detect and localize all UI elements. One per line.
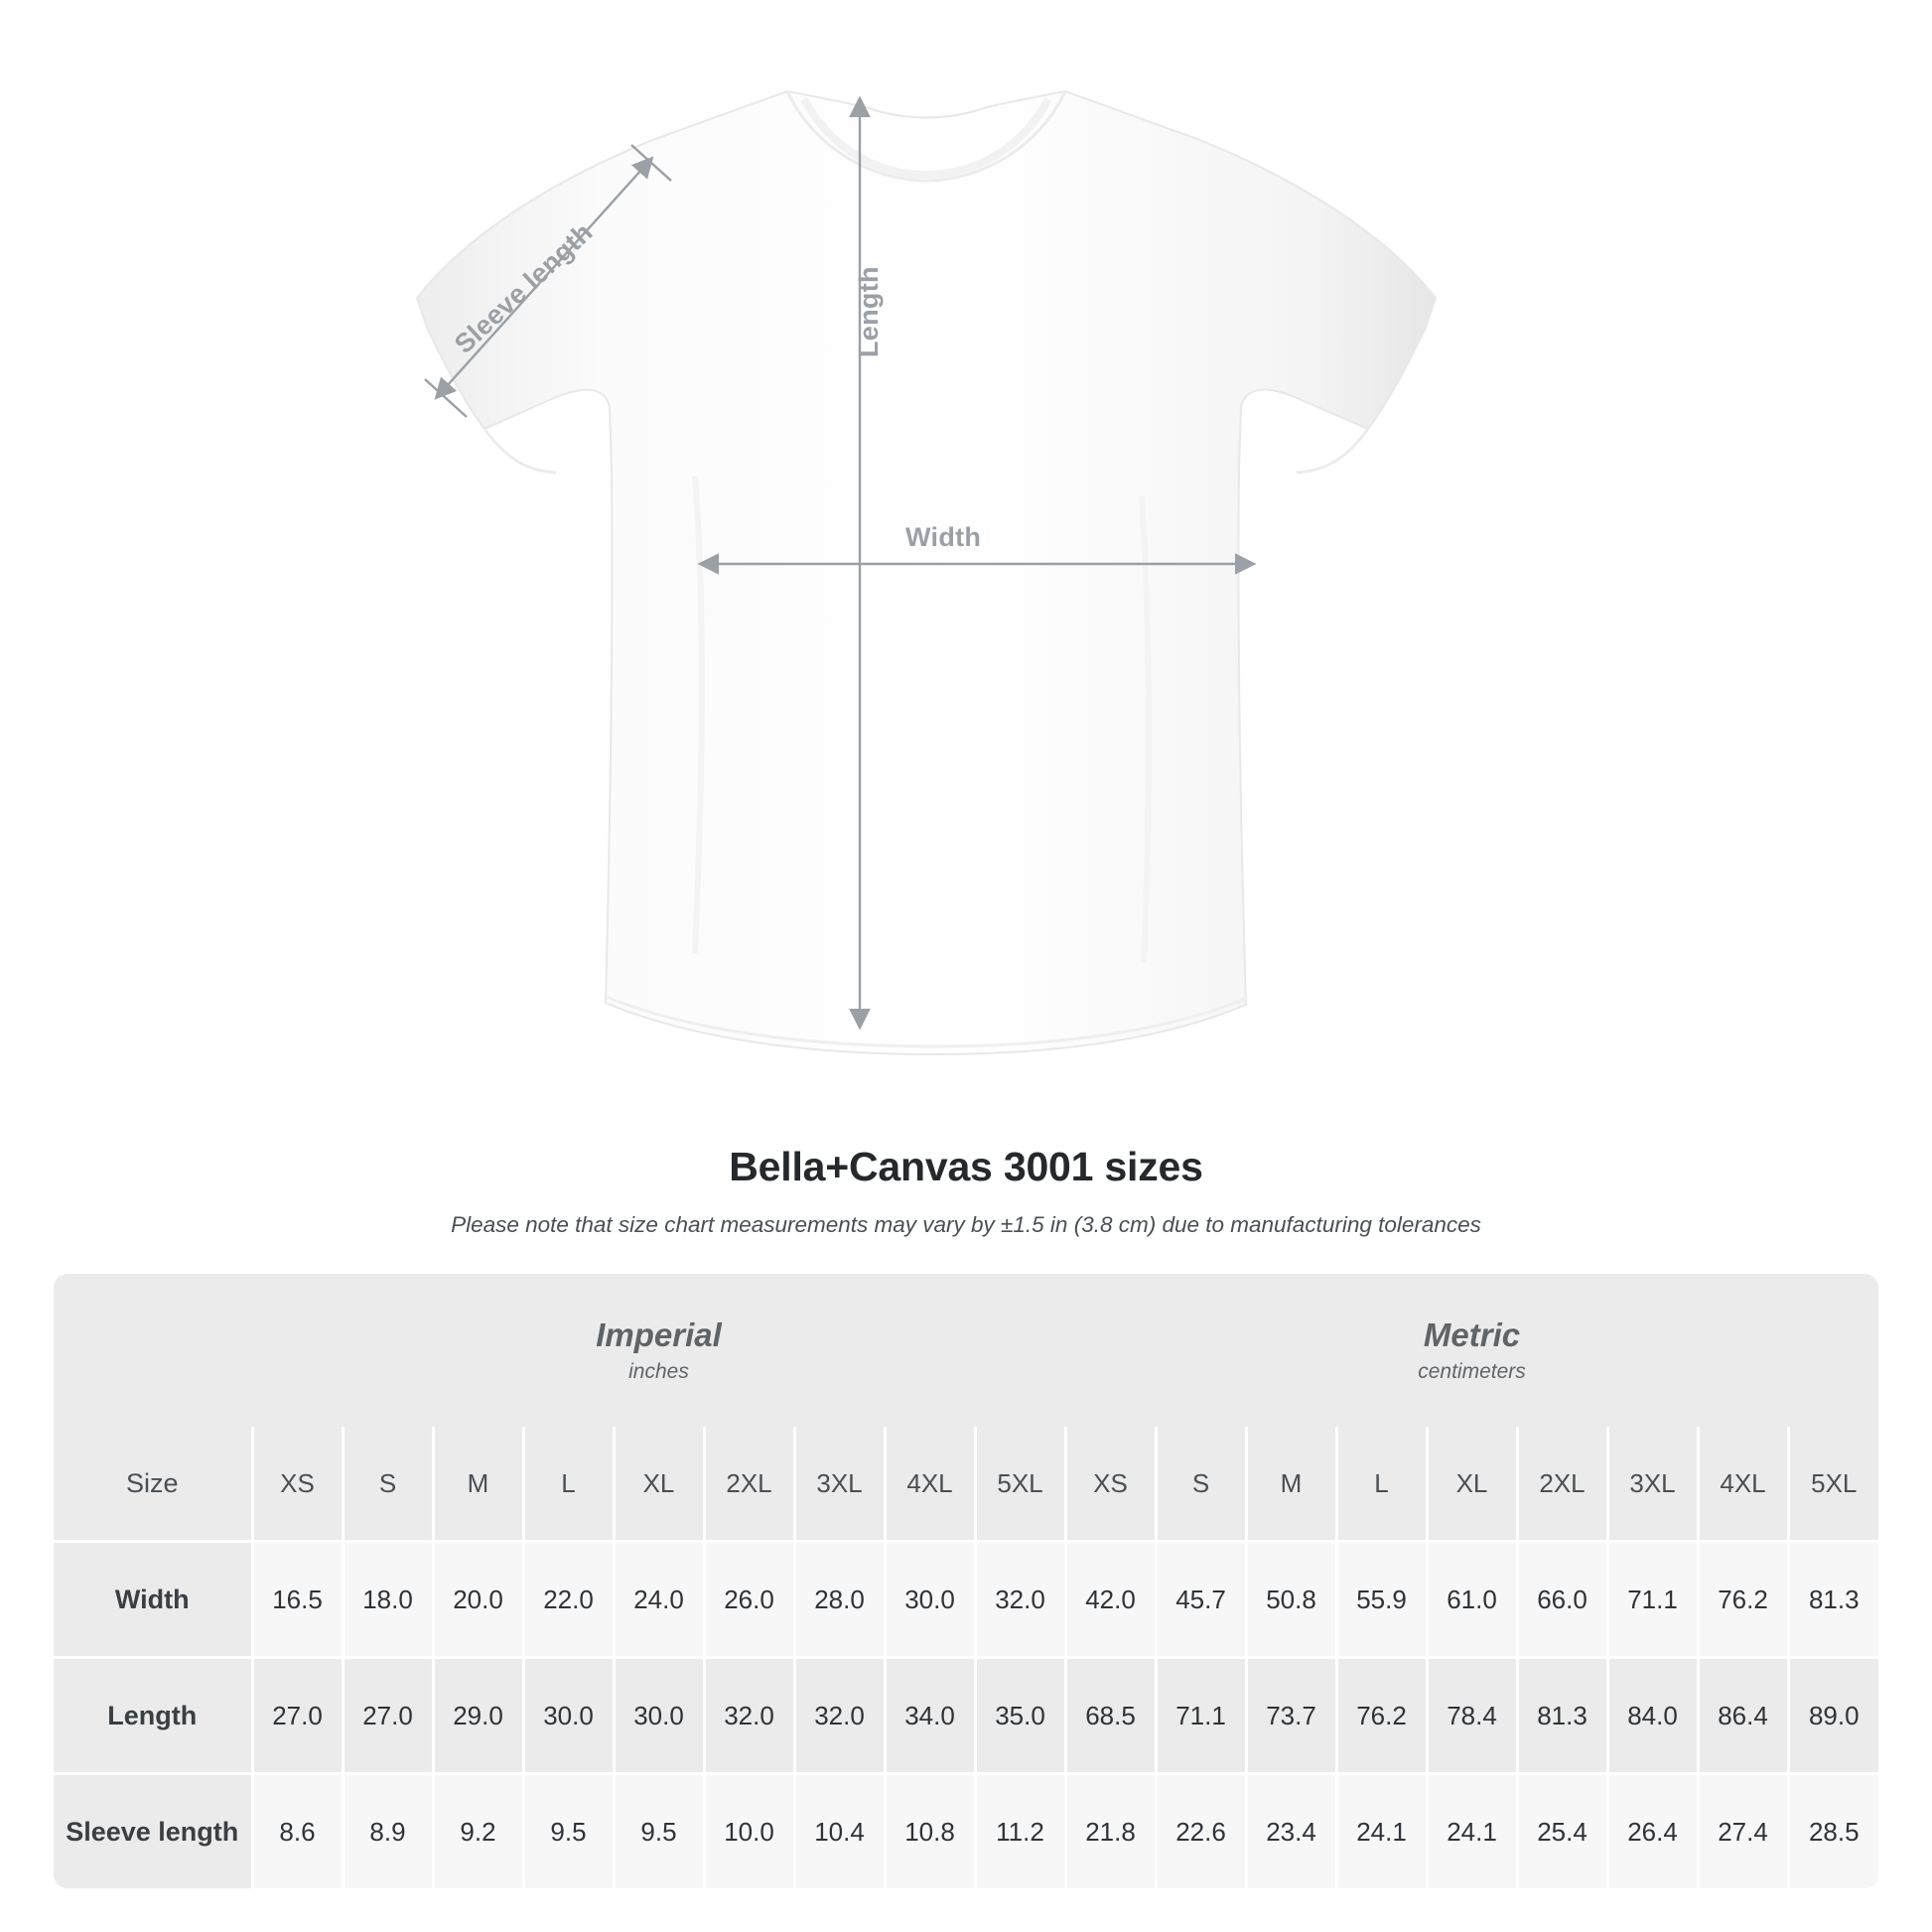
column-header-size-17: 5XL [1788,1427,1878,1542]
cell-sleeve-1: 8.9 [343,1774,433,1889]
cell-sleeve-15: 26.4 [1607,1774,1698,1889]
column-header-size-1: S [343,1427,433,1542]
column-header-size-14: 2XL [1517,1427,1607,1542]
cell-length-4: 30.0 [614,1658,704,1774]
table-header-row [54,1427,1878,1542]
cell-sleeve-12: 24.1 [1336,1774,1427,1889]
cell-width-11: 50.8 [1246,1542,1336,1658]
unit-metric-sub: centimeters [1418,1359,1526,1383]
cell-length-5: 32.0 [704,1658,794,1774]
size-table-container [54,1274,1878,1888]
cell-length-10: 71.1 [1156,1658,1246,1774]
table-row [54,1774,1878,1889]
cell-length-15: 84.0 [1607,1658,1698,1774]
tolerance-note: Please note that size chart measurements may vary by ±1.5 in (3.8 cm) due to manufacturing tolerances [451,1212,1481,1237]
cell-sleeve-16: 27.4 [1698,1774,1788,1889]
cell-width-17: 81.3 [1788,1542,1878,1658]
cell-width-2: 20.0 [433,1542,523,1658]
cell-width-3: 22.0 [523,1542,614,1658]
unit-metric-name: Metric [1423,1316,1521,1354]
unit-banner-row [54,1274,1878,1427]
cell-length-12: 76.2 [1336,1658,1427,1774]
cell-width-13: 61.0 [1427,1542,1517,1658]
cell-width-14: 66.0 [1517,1542,1607,1658]
cell-length-7: 34.0 [885,1658,975,1774]
column-header-size-6: 3XL [794,1427,885,1542]
cell-width-6: 28.0 [794,1542,885,1658]
cell-sleeve-17: 28.5 [1788,1774,1878,1889]
column-header-size-5: 2XL [704,1427,794,1542]
cell-length-13: 78.4 [1427,1658,1517,1774]
column-header-size-2: M [433,1427,523,1542]
cell-length-2: 29.0 [433,1658,523,1774]
unit-imperial-cell [252,1274,1065,1427]
column-header-size-9: XS [1065,1427,1156,1542]
cell-length-11: 73.7 [1246,1658,1336,1774]
table-row [54,1542,1878,1658]
cell-length-14: 81.3 [1517,1658,1607,1774]
column-header-size-8: 5XL [975,1427,1065,1542]
cell-width-8: 32.0 [975,1542,1065,1658]
sleeve-dimension-label: Sleeve length [449,216,599,359]
cell-length-17: 89.0 [1788,1658,1878,1774]
width-dimension-label: Width [905,522,982,552]
column-header-size-3: L [523,1427,614,1542]
cell-width-15: 71.1 [1607,1542,1698,1658]
cell-width-10: 45.7 [1156,1542,1246,1658]
cell-length-6: 32.0 [794,1658,885,1774]
cell-length-16: 86.4 [1698,1658,1788,1774]
cell-length-3: 30.0 [523,1658,614,1774]
table-row [54,1658,1878,1774]
cell-sleeve-14: 25.4 [1517,1774,1607,1889]
unit-metric-cell [1065,1274,1878,1427]
unit-imperial-name: Imperial [596,1316,722,1354]
page-title: Bella+Canvas 3001 sizes [729,1144,1203,1189]
row-label-sleeve-length: Sleeve length [54,1774,252,1889]
cell-sleeve-5: 10.0 [704,1774,794,1889]
size-table [54,1274,1878,1888]
cell-sleeve-4: 9.5 [614,1774,704,1889]
column-header-size-0: XS [252,1427,343,1542]
cell-sleeve-3: 9.5 [523,1774,614,1889]
cell-width-0: 16.5 [252,1542,343,1658]
cell-length-8: 35.0 [975,1658,1065,1774]
cell-sleeve-10: 22.6 [1156,1774,1246,1889]
column-header-size-11: M [1246,1427,1336,1542]
cell-length-0: 27.0 [252,1658,343,1774]
cell-sleeve-8: 11.2 [975,1774,1065,1889]
cell-sleeve-6: 10.4 [794,1774,885,1889]
column-header-size-4: XL [614,1427,704,1542]
cell-width-9: 42.0 [1065,1542,1156,1658]
length-dimension-label: Length [854,266,884,357]
cell-sleeve-11: 23.4 [1246,1774,1336,1889]
cell-length-9: 68.5 [1065,1658,1156,1774]
cell-width-7: 30.0 [885,1542,975,1658]
column-header-size-12: L [1336,1427,1427,1542]
cell-width-1: 18.0 [343,1542,433,1658]
column-header-size-7: 4XL [885,1427,975,1542]
cell-sleeve-2: 9.2 [433,1774,523,1889]
unit-spacer-cell [54,1274,252,1427]
column-header-size-16: 4XL [1698,1427,1788,1542]
unit-imperial-sub: inches [628,1359,689,1383]
column-header-size: Size [54,1427,252,1542]
cell-sleeve-13: 24.1 [1427,1774,1517,1889]
cell-sleeve-7: 10.8 [885,1774,975,1889]
cell-sleeve-0: 8.6 [252,1774,343,1889]
column-header-size-13: XL [1427,1427,1517,1542]
column-header-size-15: 3XL [1607,1427,1698,1542]
cell-width-5: 26.0 [704,1542,794,1658]
cell-width-16: 76.2 [1698,1542,1788,1658]
cell-length-1: 27.0 [343,1658,433,1774]
row-label-length: Length [54,1658,252,1774]
title-block [0,1144,1932,1238]
cell-width-4: 24.0 [614,1542,704,1658]
cell-width-12: 55.9 [1336,1542,1427,1658]
row-label-width: Width [54,1542,252,1658]
column-header-size-10: S [1156,1427,1246,1542]
cell-sleeve-9: 21.8 [1065,1774,1156,1889]
